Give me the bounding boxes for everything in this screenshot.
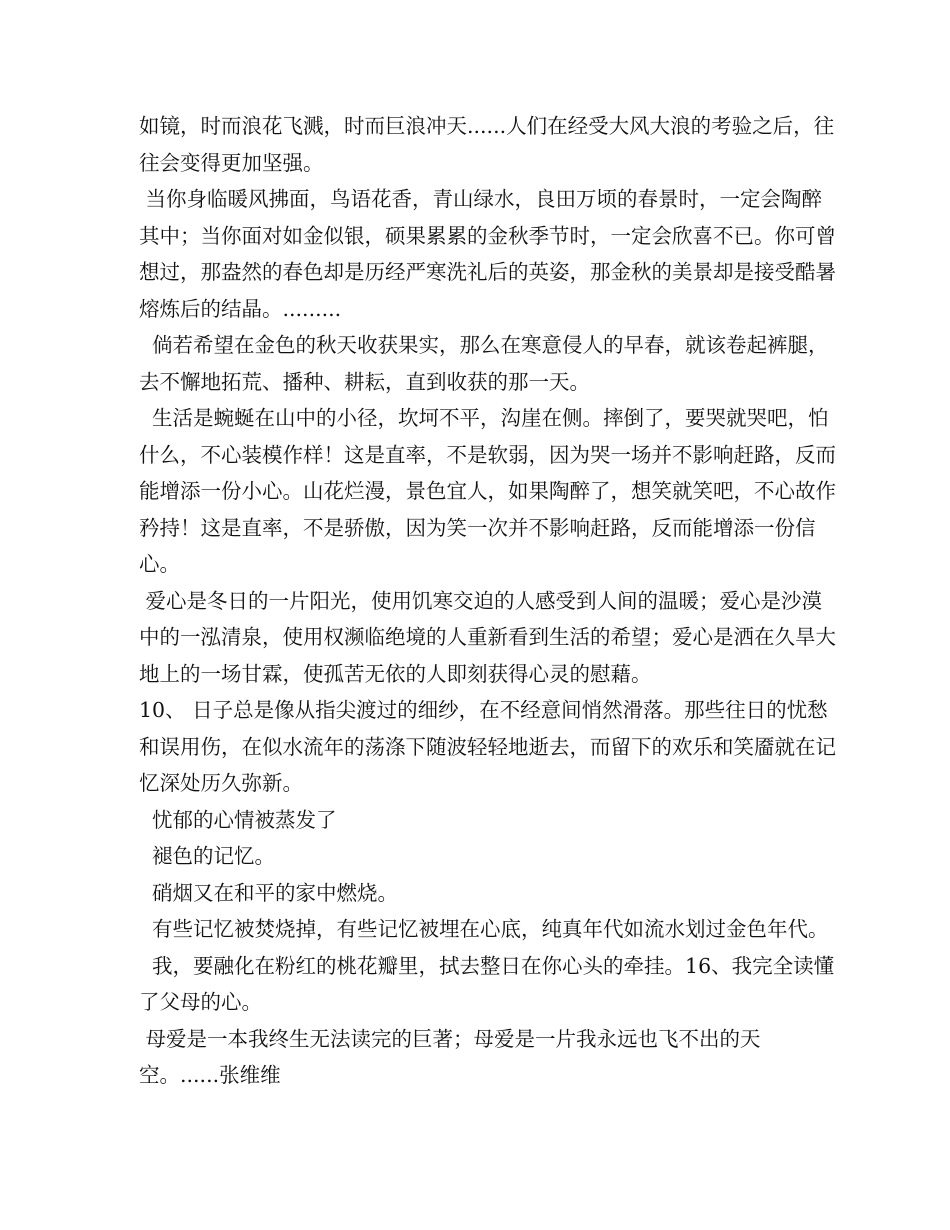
paragraph-2: 当你身临暖风拂面，鸟语花香，青山绿水，良田万顷的春景时，一定会陶醉其中；当你面对如金似银，硕果累累的金秋季节时，一定会欣喜不已。你可曾想过，那盎然的春色却是历经严寒洗礼后的英姿，那金秋的美景却是接受酷暑熔炼后的结晶。......... — [139, 187, 836, 321]
document-body — [139, 108, 839, 1094]
paragraph-10: 有些记忆被焚烧掉，有些记忆被埋在心底，纯真年代如流水划过金色年代。 — [139, 917, 829, 941]
paragraph-6: 10、 日子总是像从指尖渡过的细纱，在不经意间悄然滑落。那些往日的忧愁和误用伤，在似水流年的荡涤下随波轻轻地逝去，而留下的欢乐和笑靥就在记忆深处历久弥新。 — [139, 698, 836, 795]
paragraph-9: 硝烟又在和平的家中燃烧。 — [139, 880, 399, 905]
paragraph-11: 我，要融化在粉红的桃花瓣里，拭去整日在你心头的牵挂。16、我完全读懂了父母的心。 — [139, 953, 835, 1014]
paragraph-4: 生活是蜿蜒在山中的小径，坎坷不平，沟崖在侧。摔倒了，要哭就哭吧，怕什么，不心装模作样！这是直率，不是软弱，因为哭一场并不影响赶路，反而能增添一份小心。山花烂漫，景色宜人，如果陶醉了，想笑就笑吧，不心故作矜持！这是直率，不是骄傲，因为笑一次并不影响赶路，反而能增添一份信心。 — [139, 406, 836, 576]
paragraph-8: 褪色的记忆。 — [139, 844, 276, 868]
paragraph-3: 倘若希望在金色的秋天收获果实，那么在寒意侵人的早春，就该卷起裤腿，去不懈地拓荒、播种、耕耘，直到收获的那一天。 — [139, 333, 829, 394]
paragraph-12: 母爱是一本我终生无法读完的巨著；母爱是一片我永远也飞不出的天空。......张维维 — [139, 1026, 761, 1087]
paragraph-7: 忧郁的心情被蒸发了 — [139, 807, 337, 832]
paragraph-1: 如镜，时而浪花飞溅，时而巨浪冲天......人们在经受大风大浪的考验之后，往往会变得更加坚强。 — [139, 114, 835, 175]
paragraph-5: 爱心是冬日的一片阳光，使用饥寒交迫的人感受到人间的温暖；爱心是沙漠中的一泓清泉，使用权濒临绝境的人重新看到生活的希望；爱心是洒在久旱大地上的一场甘霖，使孤苦无依的人即刻获得心灵的慰藉。 — [139, 588, 836, 686]
